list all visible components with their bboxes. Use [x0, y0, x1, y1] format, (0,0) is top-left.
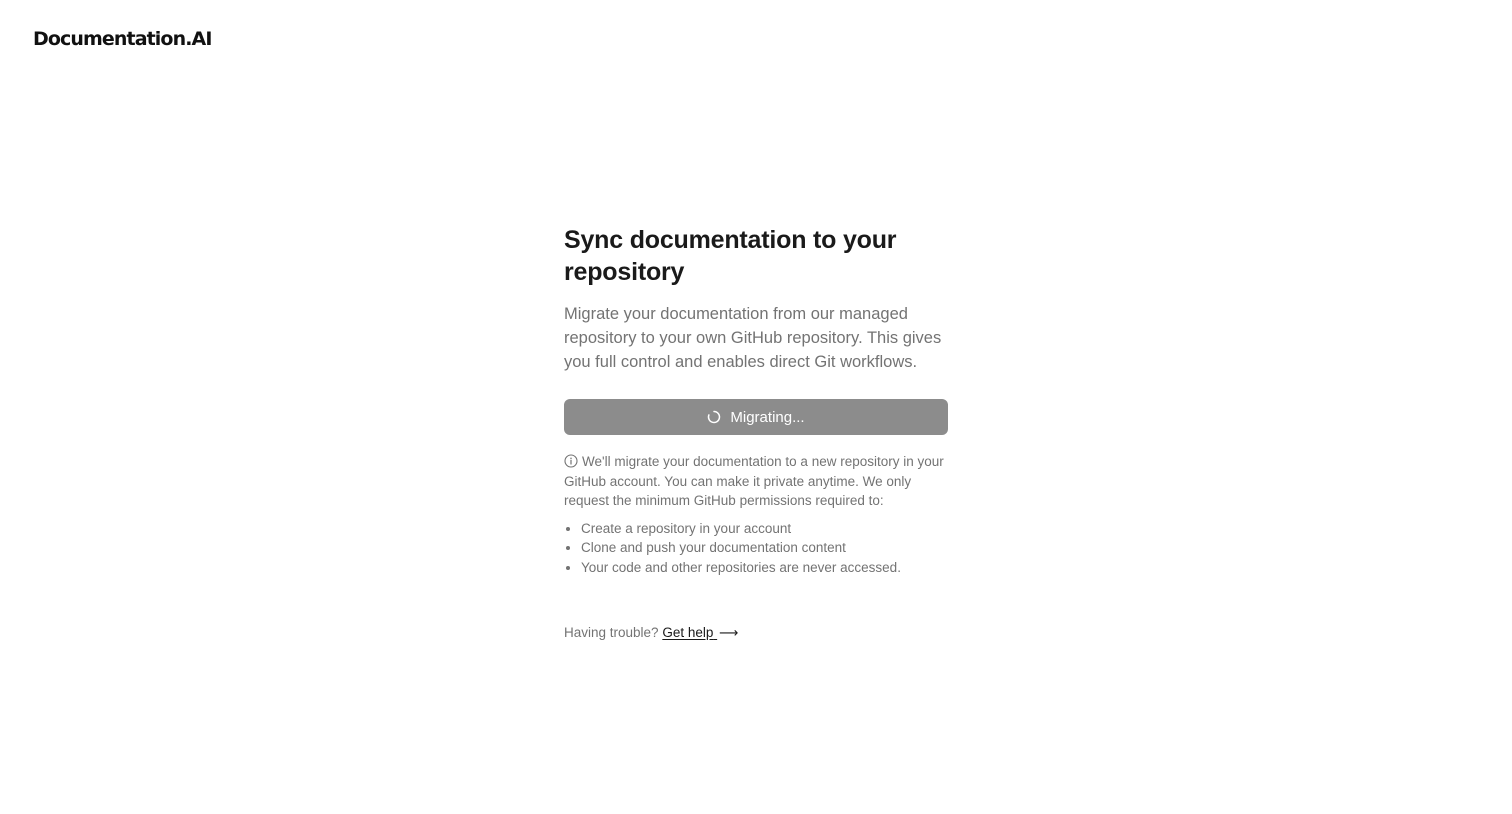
info-icon — [564, 454, 578, 468]
page-title: Sync documentation to your repository — [564, 226, 897, 286]
list-item: • Clone and push your documentation content — [581, 538, 948, 558]
logo[interactable]: Documentation.AI — [33, 28, 212, 50]
migrate-button[interactable] — [564, 399, 948, 435]
arrow-right-icon: ⟶ — [719, 625, 739, 640]
migrate-button-label: Migrating... — [730, 408, 805, 426]
list-item: • Your code and other repositories are never accessed. — [581, 558, 948, 578]
info-text — [564, 452, 948, 511]
permissions-list — [564, 519, 948, 578]
page-description: Migrate your documentation from our managed repository to your own GitHub repository. This gives you full control and enables direct Git workflows. — [564, 305, 942, 371]
spinner-icon — [707, 410, 721, 424]
info-text-body: We'll migrate your documentation to a new repository in your GitHub account. You can make it private anytime. We only request the minimum GitHub permissions required to: — [564, 454, 944, 508]
get-help-link[interactable] — [662, 625, 738, 640]
sync-panel — [564, 224, 948, 641]
list-item: • Create a repository in your account — [581, 519, 948, 539]
help-row — [564, 625, 948, 641]
help-prompt: Having trouble? — [564, 625, 659, 640]
get-help-label: Get help — [662, 625, 714, 640]
